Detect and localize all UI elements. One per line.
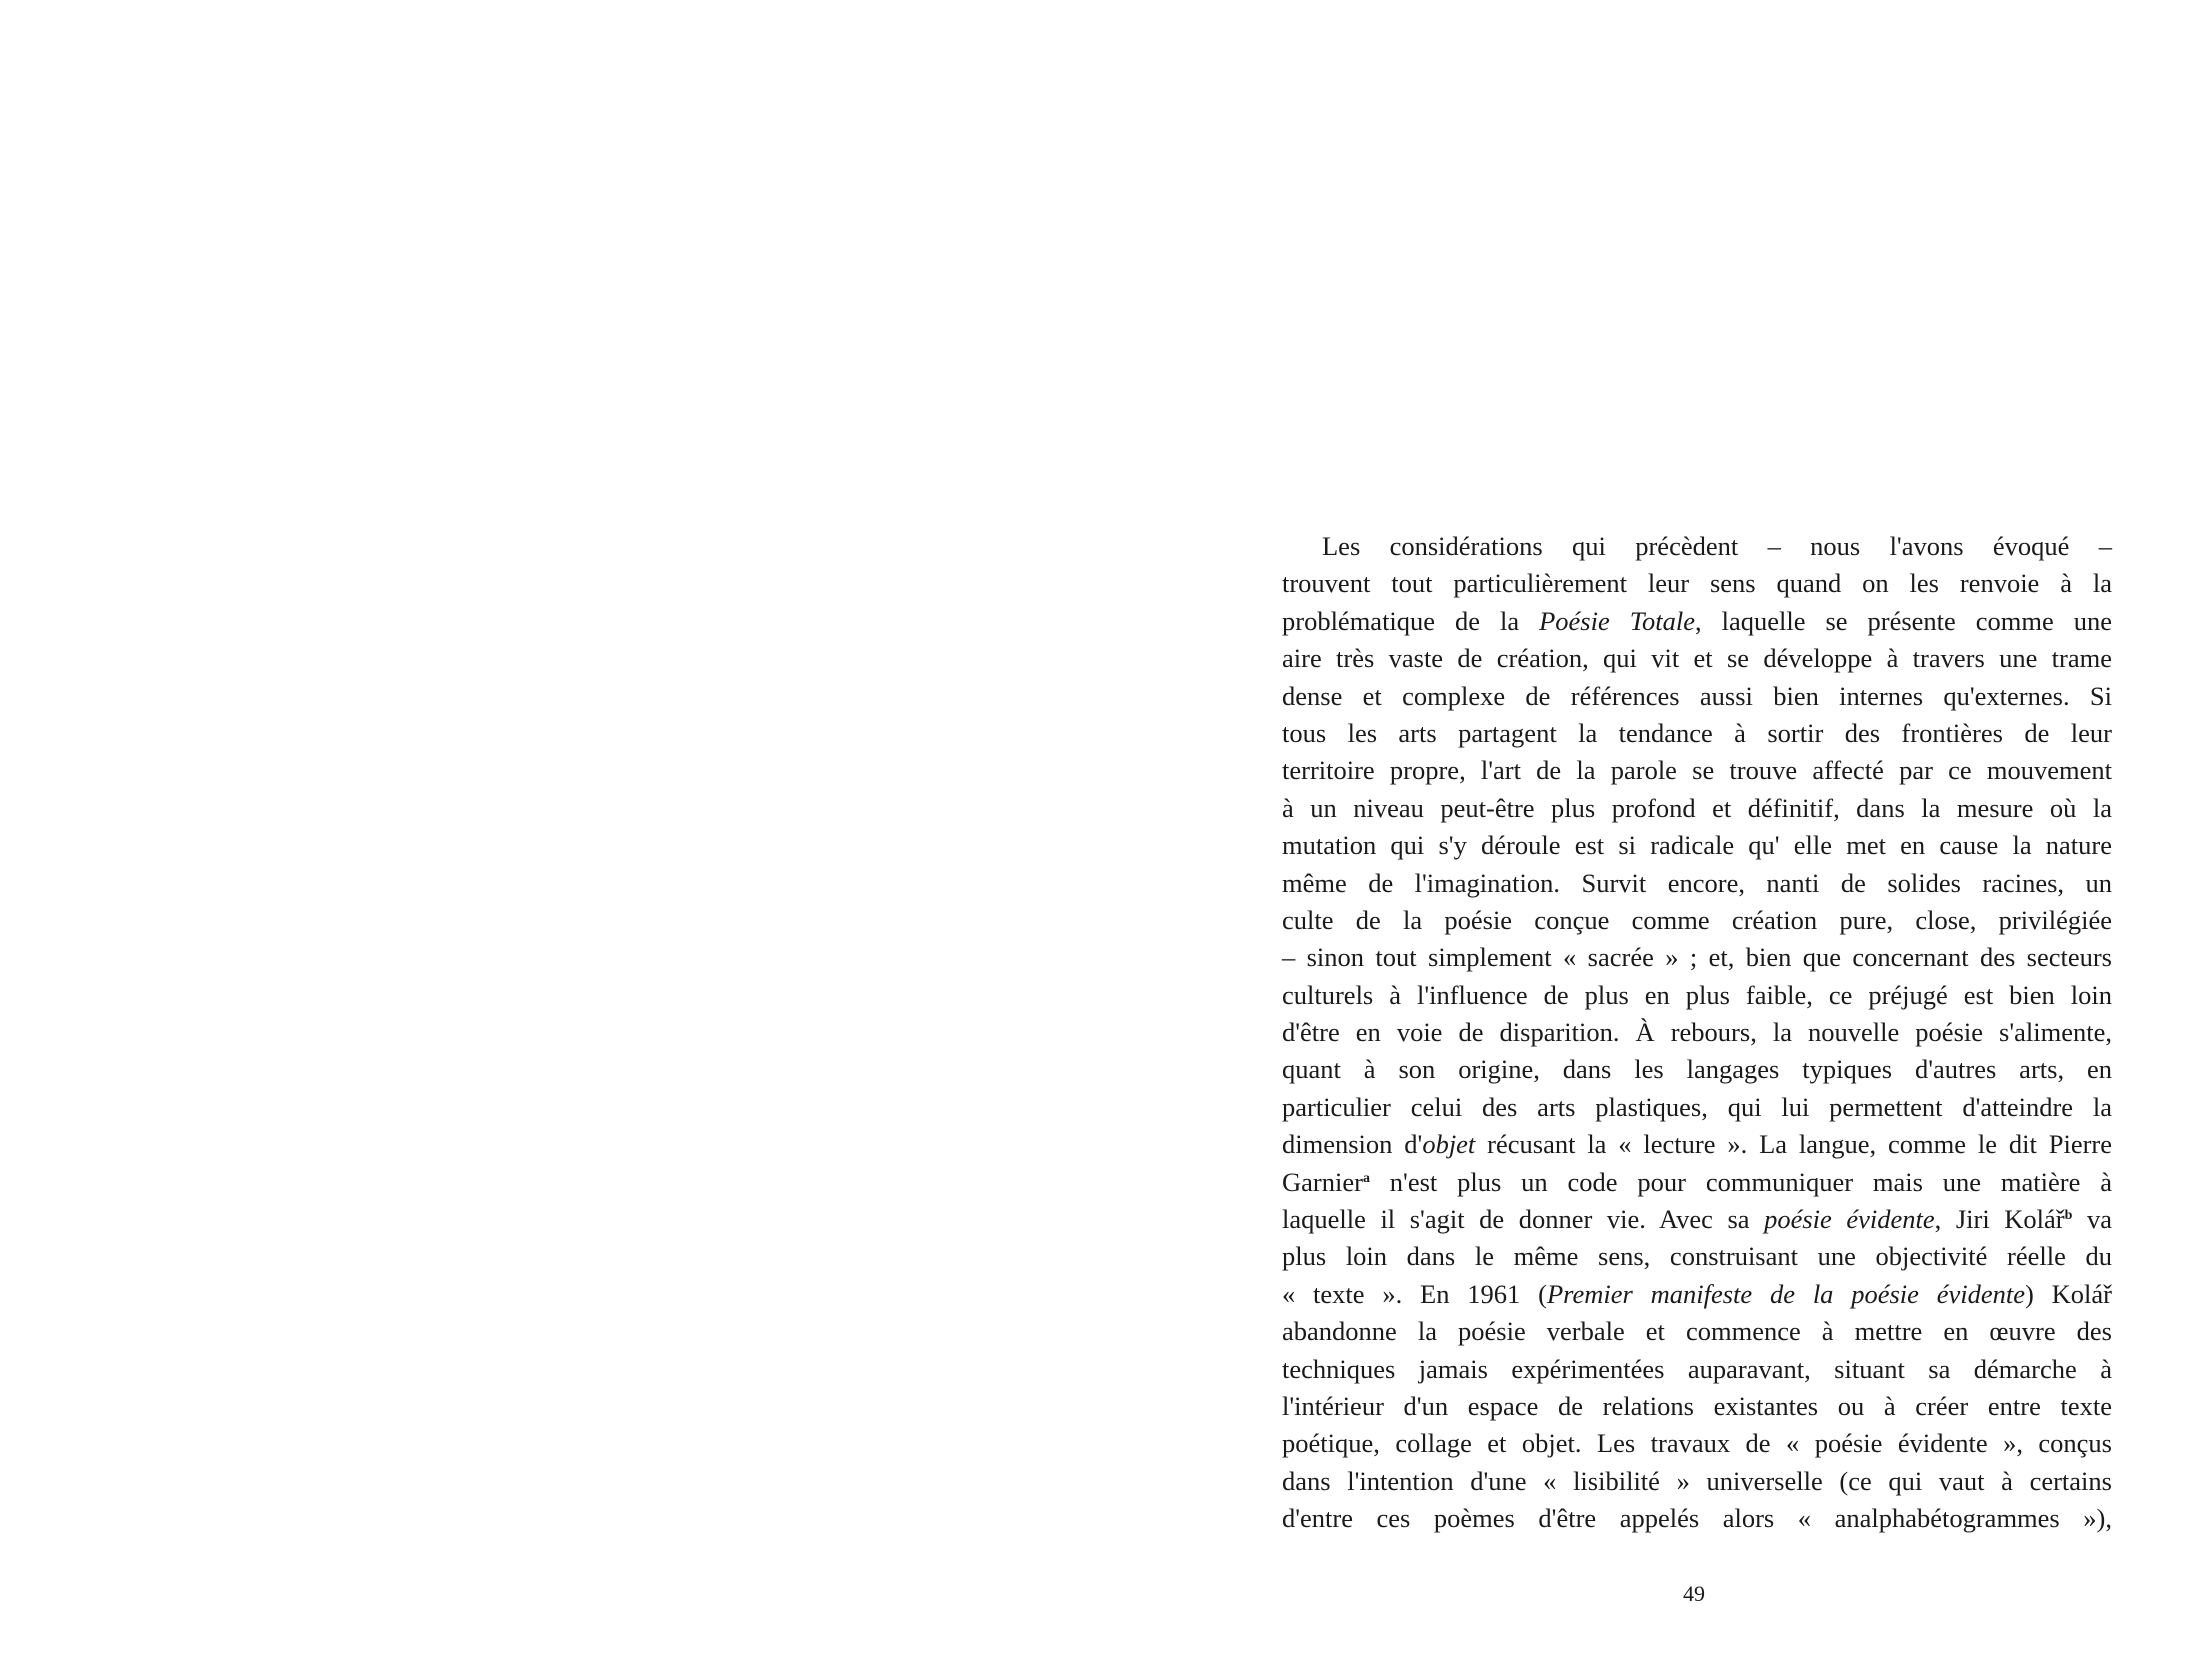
footnote-marker: b xyxy=(2064,1208,2073,1224)
italic-title: Poésie Totale xyxy=(1539,605,1696,636)
italic-title: poésie évidente xyxy=(1764,1204,1935,1235)
text-line: l'intérieur d'un espace de relations existantes ou à créer entre texte xyxy=(1282,1390,2112,1421)
text-line: problématique de la Poésie Totale, laquelle se présente comme une xyxy=(1282,605,2112,636)
text-line: dimension d'objet récusant la « lecture ». La langue, comme le dit Pierre xyxy=(1282,1129,2112,1160)
text-line: plus loin dans le même sens, construisant une objectivité réelle du xyxy=(1282,1241,2112,1272)
text-line: techniques jamais expérimentées auparavant, situant sa démarche à xyxy=(1282,1353,2112,1384)
italic-title: Premier manifeste de la poésie évidente xyxy=(1546,1278,2026,1309)
text-line: dense et complexe de références aussi bien internes qu'externes. Si xyxy=(1282,680,2112,711)
italic-title: objet xyxy=(1422,1129,1476,1160)
text-line: d'entre ces poèmes d'être appelés alors « analphabétogrammes »), xyxy=(1282,1503,2112,1534)
text-line: culturels à l'influence de plus en plus faible, ce préjugé est bien loin xyxy=(1282,979,2112,1010)
body-paragraph xyxy=(1282,528,2112,1538)
text-line: mutation qui s'y déroule est si radicale qu' elle met en cause la nature xyxy=(1282,830,2112,861)
text-line: d'être en voie de disparition. À rebours, la nouvelle poésie s'alimente, xyxy=(1282,1017,2112,1048)
text-line: poétique, collage et objet. Les travaux de « poésie évidente », conçus xyxy=(1282,1428,2112,1459)
text-line: aire très vaste de création, qui vit et se développe à travers une trame xyxy=(1282,643,2112,674)
footnote-marker: a xyxy=(1362,1170,1370,1186)
text-line: « texte ». En 1961 (Premier manifeste de la poésie évidente) Kolář xyxy=(1282,1278,2113,1309)
text-line: tous les arts partagent la tendance à sortir des frontières de leur xyxy=(1282,717,2112,748)
text-line: culte de la poésie conçue comme création pure, close, privilégiée xyxy=(1282,904,2112,935)
text-line: à un niveau peut-être plus profond et définitif, dans la mesure où la xyxy=(1282,792,2112,823)
text-line: même de l'imagination. Survit encore, nanti de solides racines, un xyxy=(1282,867,2112,898)
text-line: Garnier$^a$ n'est plus un code pour communiquer mais une matière à xyxy=(1282,1166,2112,1197)
text-line: trouvent tout particulièrement leur sens quand on les renvoie à la xyxy=(1282,568,2112,599)
page-number: 49 xyxy=(1683,1581,1705,1606)
text-line: – sinon tout simplement « sacrée » ; et, bien que concernant des secteurs xyxy=(1282,942,2112,973)
text-line: Les considérations qui précèdent – nous l'avons évoqué – xyxy=(1322,531,2112,561)
text-line: dans l'intention d'une « lisibilité » universelle (ce qui vaut à certains xyxy=(1282,1465,2112,1496)
text-line: territoire propre, l'art de la parole se trouve affecté par ce mouvement xyxy=(1282,755,2112,786)
text-line: quant à son origine, dans les langages typiques d'autres arts, en xyxy=(1282,1054,2112,1085)
text-line: laquelle il s'agit de donner vie. Avec sa poésie évidente, Jiri Kolář$^b$ va xyxy=(1282,1204,2112,1235)
text-line: particulier celui des arts plastiques, qui lui permettent d'atteindre la xyxy=(1282,1091,2112,1122)
text-line: abandonne la poésie verbale et commence à mettre en œuvre des xyxy=(1282,1316,2112,1347)
